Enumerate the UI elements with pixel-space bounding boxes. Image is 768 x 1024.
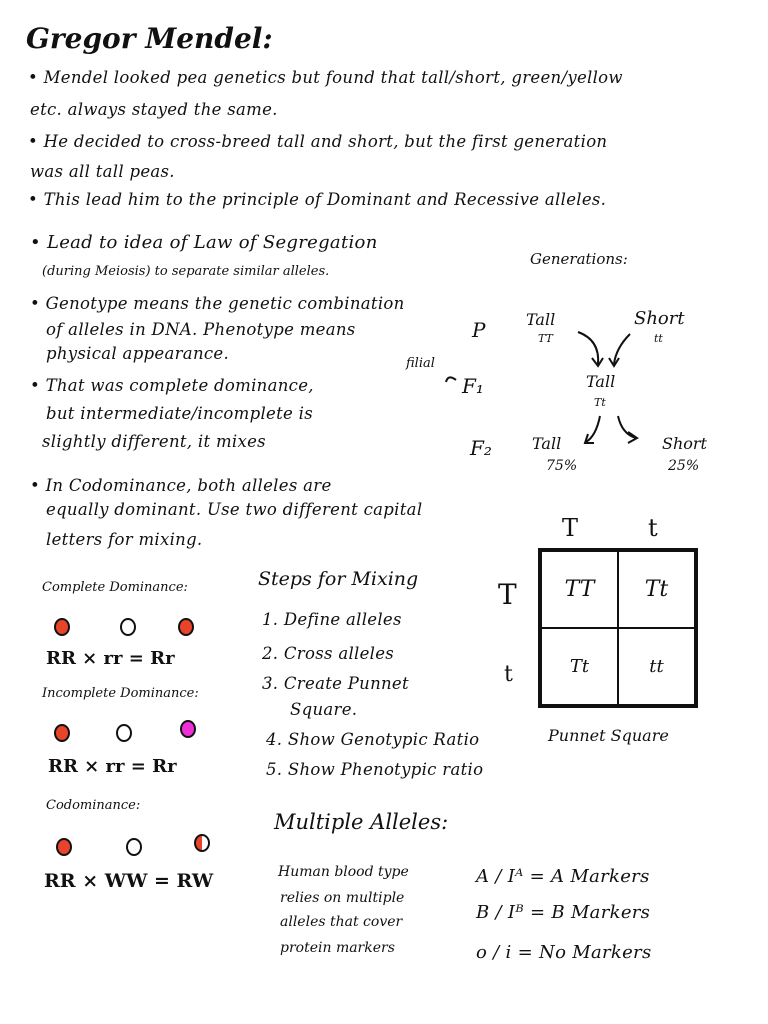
white-allele-circle (126, 838, 142, 856)
note-line: • Genotype means the genetic combination (30, 294, 405, 313)
note-line: • He decided to cross-breed tall and short, but the first generation (28, 132, 608, 151)
punnett-col-header: T (562, 514, 579, 542)
punnett-square (538, 548, 698, 708)
note-line: equally dominant. Use two different capital (46, 500, 423, 519)
red-allele-circle (54, 724, 70, 742)
step-item: 3. Create Punnet (262, 674, 409, 693)
incomplete-dominance-label: Incomplete Dominance: (42, 686, 199, 701)
steps-heading: Steps for Mixing (258, 568, 419, 590)
note-line: but intermediate/incomplete is (46, 404, 314, 423)
note-line: • Lead to idea of Law of Segregation (30, 232, 378, 253)
note-line: • Mendel looked pea genetics but found that tall/short, green/yellow (28, 68, 623, 87)
f2-tall: Tall (532, 434, 562, 453)
note-line: (during Meiosis) to separate similar alleles. (42, 264, 330, 279)
filial-label: filial (406, 356, 435, 371)
punnett-cell: tt (618, 628, 695, 705)
note-line: slightly different, it mixes (42, 432, 266, 451)
punnett-cell: Tt (618, 551, 695, 628)
step-item: 4. Show Genotypic Ratio (266, 730, 480, 749)
multiple-alleles-heading: Multiple Alleles: (274, 810, 449, 834)
complete-dominance-equation: RR × rr = Rr (46, 648, 175, 669)
step-item: Square. (290, 700, 358, 719)
f2-short: Short (662, 434, 707, 453)
red-white-offspring-circle (194, 834, 210, 852)
f2-tall-percent: 75% (546, 458, 578, 474)
generations-heading: Generations: (530, 250, 628, 268)
white-allele-circle (116, 724, 132, 742)
note-line: of alleles in DNA. Phenotype means (46, 320, 356, 339)
punnett-row-header: t (504, 662, 513, 687)
codominance-label: Codominance: (46, 798, 141, 813)
white-allele-circle (120, 618, 136, 636)
multiple-alleles-desc: Human blood type (278, 864, 409, 880)
note-line: • In Codominance, both alleles are (30, 476, 332, 495)
punnett-col-header: t (648, 514, 658, 542)
p-tall-genotype: TT (538, 332, 553, 345)
punnett-cell: Tt (541, 628, 618, 705)
punnett-cell: TT (541, 551, 618, 628)
p-short-genotype: tt (654, 332, 663, 345)
note-line: etc. always stayed the same. (30, 100, 278, 119)
p-label: P (472, 318, 486, 342)
p-short: Short (634, 308, 685, 329)
note-line: • This lead him to the principle of Dominant and Recessive alleles. (28, 190, 607, 209)
page-title: Gregor Mendel: (26, 22, 273, 55)
f2-short-percent: 25% (668, 458, 700, 474)
pink-offspring-circle (180, 720, 196, 738)
note-line: letters for mixing. (46, 530, 203, 549)
f1-tall: Tall (586, 372, 616, 391)
blood-type-row: A / Iᴬ = A Markers (476, 866, 650, 887)
note-line: was all tall peas. (30, 162, 175, 181)
codominance-equation: RR × WW = RW (44, 870, 214, 892)
note-line: • That was complete dominance, (30, 376, 314, 395)
multiple-alleles-desc: protein markers (280, 940, 395, 956)
red-offspring-circle (178, 618, 194, 636)
blood-type-row: B / Iᴮ = B Markers (476, 902, 651, 923)
multiple-alleles-desc: relies on multiple (280, 890, 405, 906)
punnett-row-header: T (498, 578, 517, 611)
complete-dominance-label: Complete Dominance: (42, 580, 188, 595)
step-item: 2. Cross alleles (262, 644, 395, 663)
f1-label: F₁ (462, 374, 484, 398)
blood-type-row: o / i = No Markers (476, 942, 652, 963)
f1-genotype: Tt (594, 396, 606, 409)
f2-label: F₂ (470, 436, 492, 460)
red-allele-circle (54, 618, 70, 636)
incomplete-dominance-equation: RR × rr = Rr (48, 756, 177, 777)
multiple-alleles-desc: alleles that cover (280, 914, 403, 930)
punnett-caption: Punnet Square (548, 726, 669, 745)
step-item: 1. Define alleles (262, 610, 402, 629)
step-item: 5. Show Phenotypic ratio (266, 760, 484, 779)
note-line: physical appearance. (46, 344, 230, 363)
red-allele-circle (56, 838, 72, 856)
p-tall: Tall (526, 310, 556, 329)
